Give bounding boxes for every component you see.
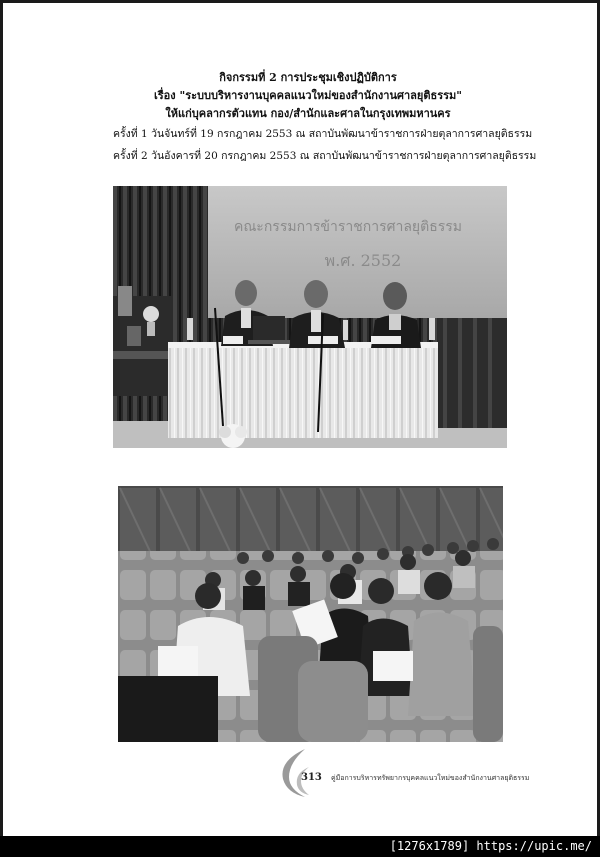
- audience-photo: [118, 486, 503, 742]
- activity-header: [113, 69, 503, 123]
- page-number: 313: [301, 772, 322, 783]
- screen-text-line-2: พ.ศ. 2552: [324, 251, 402, 270]
- panel-photo-image: [113, 186, 507, 448]
- activity-title: กิจกรรมที่ 2 การประชุมเชิงปฏิบัติการ: [219, 71, 397, 84]
- screen-text-line-1: คณะกรรมการข้าราชการศาลยุติธรรม: [233, 219, 463, 235]
- audience-photo-image: [118, 486, 503, 742]
- footer-caption: คู่มือการบริหารทรัพยากรบุคคลแนวใหม่ของสำนักงานศาลยุติธรรม: [331, 774, 530, 782]
- session-line-1: ครั้งที่ 1 วันจันทร์ที่ 19 กรกฎาคม 2553 ณ สถาบันพัฒนาข้าราชการฝ่ายตุลาการศาลยุติธรรม: [113, 128, 533, 140]
- activity-audience: ให้แก่บุคลากรตัวแทน กอง/สำนักและศาลในกรุงเทพมหานคร: [165, 107, 451, 120]
- session-line-2: ครั้งที่ 2 วันอังคารที่ 20 กรกฎาคม 2553 ณ สถาบันพัฒนาข้าราชการฝ่ายตุลาการศาลยุติธรรม: [113, 150, 537, 162]
- image-host-bar: [0, 836, 600, 857]
- activity-subject: เรื่อง "ระบบบริหารงานบุคคลแนวใหม่ของสำนักงานศาลยุติธรรม": [153, 89, 463, 102]
- image-host-text[interactable]: [1276x1789] https://upic.me/: [389, 839, 592, 853]
- panel-photo: [113, 186, 507, 448]
